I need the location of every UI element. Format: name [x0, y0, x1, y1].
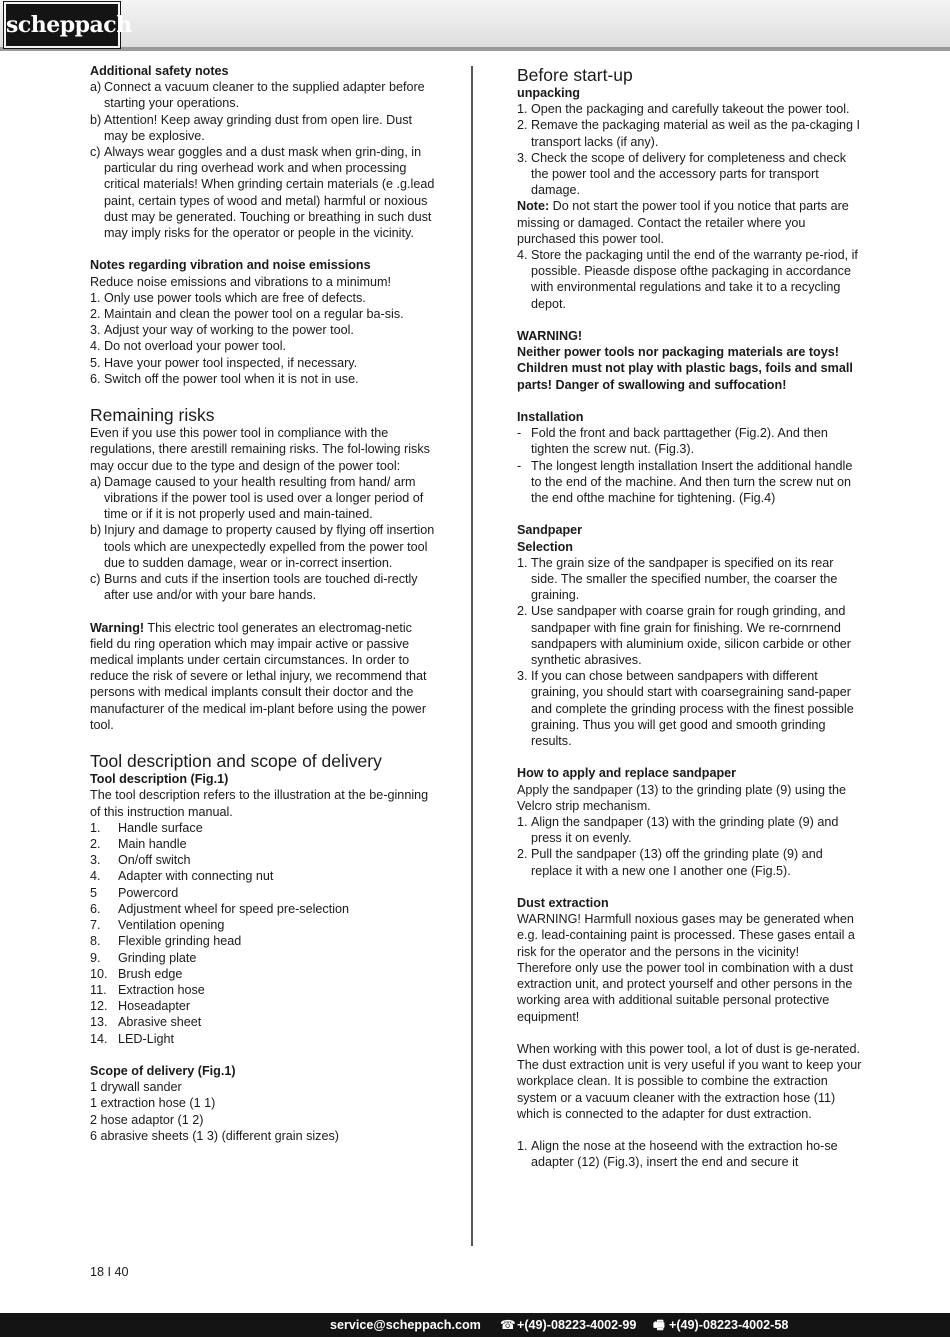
- list-item: [517, 1138, 862, 1170]
- list-item: [90, 1031, 435, 1047]
- list-text: Handle surface: [118, 820, 203, 835]
- list-item: [90, 982, 435, 998]
- list-text: Extraction hose: [118, 982, 205, 997]
- list-item: [90, 474, 435, 523]
- selection-subheading: Selection: [517, 539, 573, 554]
- list-text: Grinding plate: [118, 950, 197, 965]
- list-text: Align the sandpaper (13) with the grinding plate (9) and press it on evenly.: [531, 815, 839, 846]
- list-text: Use sandpaper with coarse grain for rough grinding, and sandpaper with fine grain for finishing. We re-cornrnend sandpapers with aluminium oxide, silicon carbide or other synthetic abrasives.: [531, 604, 851, 668]
- list-item: [90, 290, 435, 306]
- list-item: [90, 950, 435, 966]
- apply-heading: How to apply and replace sandpaper: [517, 766, 737, 781]
- tool-description-subheading: Tool description (Fig.1): [90, 772, 229, 787]
- list-text: Have your power tool inspected, if necessary.: [104, 355, 358, 370]
- list-item: [90, 820, 435, 836]
- list-text: Connect a vacuum cleaner to the supplied adapter before starting your operations.: [104, 80, 425, 111]
- list-marker: 1.: [90, 820, 101, 835]
- unpacking-subheading: unpacking: [517, 86, 580, 100]
- list-item: [90, 852, 435, 868]
- installation-list: [517, 425, 862, 506]
- risks-list: [90, 474, 435, 604]
- list-item: [517, 668, 862, 749]
- list-text: Abrasive sheet: [118, 1015, 202, 1030]
- dust-paragraph: Therefore only use the power tool in combination with a dust extraction unit, and protect yourself and other persons in the working area with additional suitable personal protective equipment!: [517, 960, 854, 1024]
- scope-line: 1 extraction hose (1 1): [90, 1096, 216, 1111]
- list-text: LED-Light: [118, 1031, 175, 1046]
- list-item: [90, 79, 435, 111]
- list-item: [517, 555, 862, 604]
- list-marker: 2.: [90, 307, 101, 322]
- list-marker: 7.: [90, 918, 101, 933]
- list-item: [517, 458, 862, 507]
- header-bar: [0, 0, 950, 51]
- sandpaper-heading: Sandpaper: [517, 523, 583, 538]
- list-text: Hoseadapter: [118, 999, 191, 1014]
- list-item: [90, 901, 435, 917]
- list-text: Adjust your way of working to the power tool.: [104, 323, 354, 338]
- list-item: [90, 836, 435, 852]
- list-item: [517, 846, 862, 878]
- list-text: Adjustment wheel for speed pre-selection: [118, 901, 350, 916]
- list-item: [90, 917, 435, 933]
- list-text: Powercord: [118, 885, 179, 900]
- apply-list: [517, 814, 862, 879]
- list-item: [90, 522, 435, 571]
- list-text: Pull the sandpaper (13) off the grinding plate (9) and replace it with a new one I another one (Fig.5).: [531, 847, 823, 878]
- safety-list: [90, 79, 435, 241]
- list-item: [90, 885, 435, 901]
- warning-text: This electric tool generates an electromag-netic field du ring operation which may impair active or passive medical implants under certain circumstances. In order to reduce the risk of severe or lethal injury, we recommend that persons with medical implants consult their doctor and the manufacturer of the medical im-plant before using the power tool.: [90, 620, 427, 732]
- list-item: [90, 371, 435, 387]
- list-item: [90, 322, 435, 338]
- list-marker: 12.: [90, 999, 108, 1014]
- list-item: [90, 144, 435, 241]
- remaining-risks-heading: Remaining risks: [90, 405, 215, 426]
- list-text: Attention! Keep away grinding dust from open lire. Dust may be explosive.: [104, 112, 413, 143]
- list-text: Align the nose at the hoseend with the extraction ho-se adapter (12) (Fig.3), insert the end and secure it: [531, 1139, 838, 1170]
- list-marker: 1.: [517, 815, 528, 830]
- dust-paragraph: When working with this power tool, a lot of dust is ge-nerated. The dust extraction unit is very useful if you want to keep your workplace clean. It is possible to combine the extraction system or a vacuum cleaner with the extraction hose (11) which is connected to the adapter for dust extraction.: [517, 1041, 862, 1121]
- list-marker: 3.: [90, 323, 101, 338]
- list-text: If you can chose between sandpapers with different graining, you should start with coarsegraining sand-paper and complete the grinding process with the finest possible graining. Thus you will get good and smooth grinding results.: [531, 669, 854, 749]
- list-marker: 2.: [517, 118, 528, 133]
- phone-number: +(49)-08223-4002-99: [517, 1318, 637, 1332]
- unpacking-list-continued: [517, 247, 862, 312]
- unpacking-list: [517, 101, 862, 198]
- list-marker: b): [90, 112, 102, 127]
- list-text: On/off switch: [118, 853, 191, 868]
- list-item: [90, 1014, 435, 1030]
- dust-list: [517, 1138, 862, 1170]
- tool-intro: The tool description refers to the illustration at the be-ginning of this instruction manual.: [90, 788, 429, 819]
- list-item: [517, 814, 862, 846]
- list-text: Main handle: [118, 837, 187, 852]
- list-text: Ventilation opening: [118, 918, 225, 933]
- list-marker: 4.: [517, 248, 528, 263]
- list-item: [517, 117, 862, 149]
- warning-text: Neither power tools nor packaging materials are toys! Children must not play with plastic bags, foils and small parts! Danger of swallowing and suffocation!: [517, 345, 853, 392]
- right-column: [517, 63, 862, 1171]
- list-marker: c): [90, 145, 101, 160]
- list-marker: 3.: [90, 853, 101, 868]
- risks-intro: Even if you use this power tool in compliance with the regulations, there arestill remaining risks. The fol-lowing risks may occur due to the type and design of the power tool:: [90, 426, 430, 473]
- installation-heading: Installation: [517, 410, 584, 425]
- list-marker: 3.: [517, 150, 528, 165]
- list-marker: 2.: [517, 604, 528, 619]
- list-item: [90, 966, 435, 982]
- phone-icon: ☎: [500, 1318, 516, 1332]
- list-text: Damage caused to your health resulting from hand/ arm vibrations if the power tool is used over a longer period of time or if it is not properly used and main-tained.: [104, 474, 424, 522]
- dust-extraction-heading: Dust extraction: [517, 896, 609, 911]
- list-marker: -: [517, 458, 522, 473]
- list-marker: 4.: [90, 869, 101, 884]
- list-marker: 2.: [517, 847, 528, 862]
- list-marker: 8.: [90, 934, 101, 949]
- list-text: Store the packaging until the end of the warranty pe-riod, if possible. Pieasde dispose ofthe packaging in accordance with environmental regulations and take it to a recycling depot.: [531, 248, 858, 311]
- apply-intro: Apply the sandpaper (13) to the grinding plate (9) using the Velcro strip mechanism.: [517, 782, 847, 813]
- emf-warning: [90, 620, 435, 733]
- footer-bar: [0, 1313, 950, 1337]
- list-marker: 9.: [90, 950, 101, 965]
- list-marker: 1.: [517, 102, 528, 117]
- vibration-list: [90, 290, 435, 387]
- list-item: [90, 998, 435, 1014]
- dust-paragraph: WARNING! Harmfull noxious gases may be generated when e.g. lead-containing paint is processed. These gases entail a risk for the operator and the persons in the vicinity!: [517, 912, 855, 959]
- unpacking-note: [517, 198, 862, 247]
- list-item: [90, 112, 435, 144]
- scope-line: 1 drywall sander: [90, 1080, 182, 1095]
- list-item: [90, 868, 435, 884]
- list-item: [517, 425, 862, 457]
- vibration-heading: Notes regarding vibration and noise emissions: [90, 258, 371, 273]
- list-marker: 6.: [90, 901, 101, 916]
- fax-icon: 🖷: [653, 1318, 665, 1332]
- scheppach-logo: scheppach: [4, 2, 120, 48]
- list-text: The longest length installation Insert the additional handle to the end of the machine. And then turn the screw nut on the end ofthe machine for tightening. (Fig.4): [531, 458, 853, 506]
- list-text: Only use power tools which are free of defects.: [104, 290, 366, 305]
- safety-heading: Additional safety notes: [90, 64, 229, 78]
- list-marker: 3.: [517, 669, 528, 684]
- list-text: Flexible grinding head: [118, 934, 242, 949]
- list-text: Open the packaging and carefully takeout the power tool.: [531, 102, 850, 117]
- list-item: [90, 933, 435, 949]
- tool-description-heading: Tool description and scope of delivery: [90, 751, 382, 772]
- list-marker: a): [90, 80, 102, 95]
- note-label: Note:: [517, 199, 550, 214]
- page-number: 18 I 40: [90, 1265, 129, 1279]
- list-text: Do not overload your power tool.: [104, 339, 287, 354]
- list-text: Adapter with connecting nut: [118, 869, 274, 884]
- list-item: [517, 603, 862, 668]
- list-item: [90, 338, 435, 354]
- list-text: Fold the front and back parttagether (Fig.2). And then tighten the screw nut. (Fig.3).: [531, 426, 828, 457]
- tool-parts-list: [90, 820, 435, 1047]
- list-text: Remave the packaging material as weil as the pa-ckaging I transport lacks (if any).: [531, 118, 861, 149]
- vibration-intro: Reduce noise emissions and vibrations to a minimum!: [90, 274, 391, 289]
- list-item: [517, 101, 862, 117]
- before-startup-heading: Before start-up: [517, 65, 633, 85]
- list-marker: 5.: [90, 355, 101, 370]
- list-item: [517, 247, 862, 312]
- footer-phone: [500, 1313, 636, 1337]
- list-marker: 10.: [90, 966, 108, 981]
- column-divider: [471, 66, 473, 1246]
- list-text: Burns and cuts if the insertion tools are touched di-rectly after use and/or with your bare hands.: [104, 572, 418, 603]
- list-item: [90, 571, 435, 603]
- list-marker: 4.: [90, 339, 101, 354]
- scope-line: 6 abrasive sheets (1 3) (different grain sizes): [90, 1128, 339, 1143]
- list-marker: 13.: [90, 1015, 108, 1030]
- footer-email[interactable]: service@scheppach.com: [330, 1318, 481, 1332]
- warning-label: Warning!: [90, 620, 145, 635]
- list-marker: 5: [90, 885, 98, 900]
- list-marker: 1.: [517, 1139, 528, 1154]
- left-column: [90, 63, 435, 1144]
- list-marker: 1.: [90, 290, 101, 305]
- fax-number: +(49)-08223-4002-58: [669, 1318, 789, 1332]
- list-text: Maintain and clean the power tool on a regular ba-sis.: [104, 307, 404, 322]
- list-item: [90, 355, 435, 371]
- list-text: Check the scope of delivery for completeness and check the power tool and the accessory parts for transport damage.: [531, 150, 847, 198]
- list-item: [90, 306, 435, 322]
- list-marker: 14.: [90, 1031, 108, 1046]
- list-text: Always wear goggles and a dust mask when grin-ding, in particular du ring overhead work and when processing critical materials! When grinding certain materials (e .g.lead paint, certain types of wood and metal) harmful or noxious dust may be generated. Touching or breathing in such dust may imply risks for the operator or people in the vicinity.: [104, 145, 435, 241]
- warning-heading: WARNING!: [517, 329, 583, 344]
- list-marker: 6.: [90, 371, 101, 386]
- list-marker: -: [517, 426, 522, 441]
- note-text: Do not start the power tool if you notice that parts are missing or damaged. Contact the retailer where you purchased this power tool.: [517, 199, 849, 246]
- list-marker: b): [90, 523, 102, 538]
- list-text: Switch off the power tool when it is not in use.: [104, 371, 359, 386]
- list-marker: c): [90, 572, 101, 587]
- list-marker: 1.: [517, 555, 528, 570]
- list-text: The grain size of the sandpaper is specified on its rear side. The smaller the specified number, the coarser the graining.: [531, 555, 838, 603]
- scope-line: 2 hose adaptor (1 2): [90, 1112, 204, 1127]
- footer-fax: [652, 1313, 788, 1337]
- scope-heading: Scope of delivery (Fig.1): [90, 1063, 236, 1078]
- list-text: Brush edge: [118, 966, 183, 981]
- list-marker: 2.: [90, 837, 101, 852]
- list-marker: 11.: [90, 982, 107, 997]
- list-text: Injury and damage to property caused by flying off insertion tools which are unexpectedly expelled from the power tool due to sudden damage, wear or in-correct insertion.: [104, 523, 435, 570]
- sandpaper-list: [517, 555, 862, 749]
- list-item: [517, 150, 862, 199]
- list-marker: a): [90, 474, 102, 489]
